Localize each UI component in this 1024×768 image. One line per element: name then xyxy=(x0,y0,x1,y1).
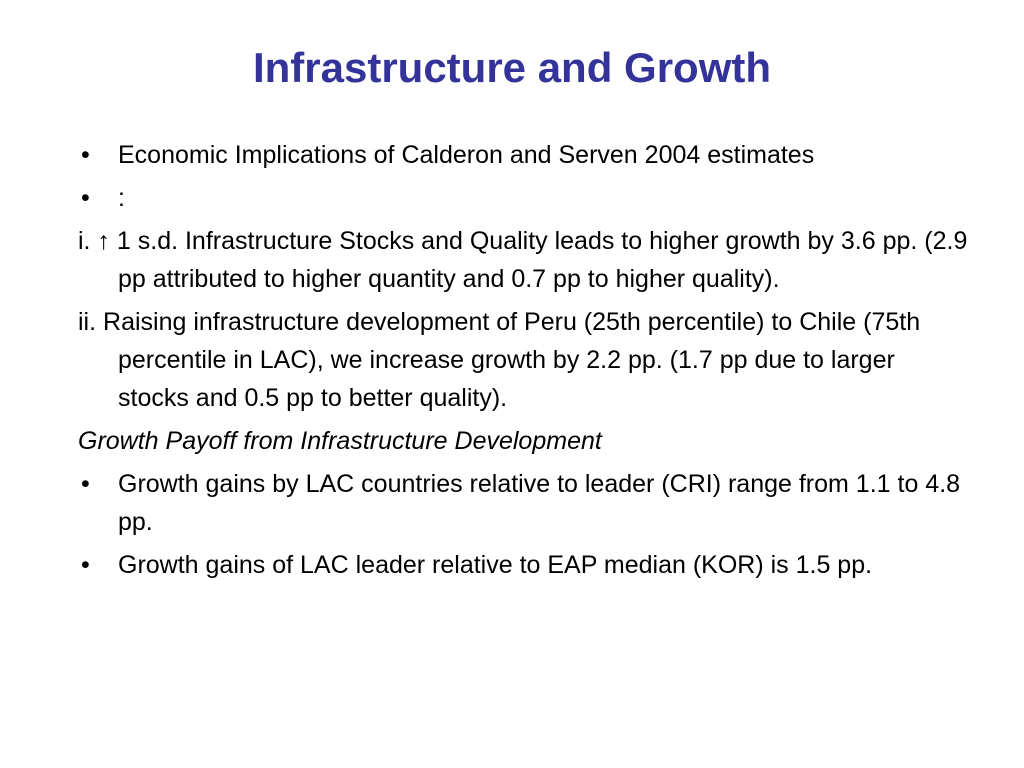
item-number: ii. xyxy=(78,308,97,336)
bullet-marker: • xyxy=(81,141,90,169)
up-arrow-icon: ↑ xyxy=(97,227,110,255)
bullet-marker: • xyxy=(81,551,90,579)
bullet-text: Growth gains of LAC leader relative to EAP median (KOR) is 1.5 pp. xyxy=(118,551,873,579)
numbered-item xyxy=(78,222,968,298)
bullet-text: Economic Implications of Calderon and Serven 2004 estimates xyxy=(118,141,815,169)
bullet-text: : xyxy=(118,184,125,212)
bullet-marker: • xyxy=(81,470,90,498)
bullet-item xyxy=(78,136,968,174)
bullet-marker: • xyxy=(81,184,90,212)
bullet-item xyxy=(78,179,968,217)
slide-title: Infrastructure and Growth xyxy=(252,44,772,91)
numbered-item xyxy=(78,303,968,417)
slide-body xyxy=(78,136,968,589)
item-number: i. xyxy=(78,227,91,255)
numbered-text: 1 s.d. Infrastructure Stocks and Quality leads to higher growth by 3.6 pp. (2.9 pp attributed to higher quantity and 0.7 pp to higher quality). xyxy=(109,227,968,293)
bullet-item xyxy=(78,465,968,541)
bullet-item xyxy=(78,546,968,584)
numbered-text: Raising infrastructure development of Peru (25th percentile) to Chile (75th percentile in LAC), we increase growth by 2.2 pp. (1.7 pp due to larger stocks and 0.5 pp to better quality). xyxy=(96,308,921,412)
bullet-text: Growth gains by LAC countries relative to leader (CRI) range from 1.1 to 4.8 pp. xyxy=(118,470,961,536)
section-subheading: Growth Payoff from Infrastructure Development xyxy=(78,427,602,455)
